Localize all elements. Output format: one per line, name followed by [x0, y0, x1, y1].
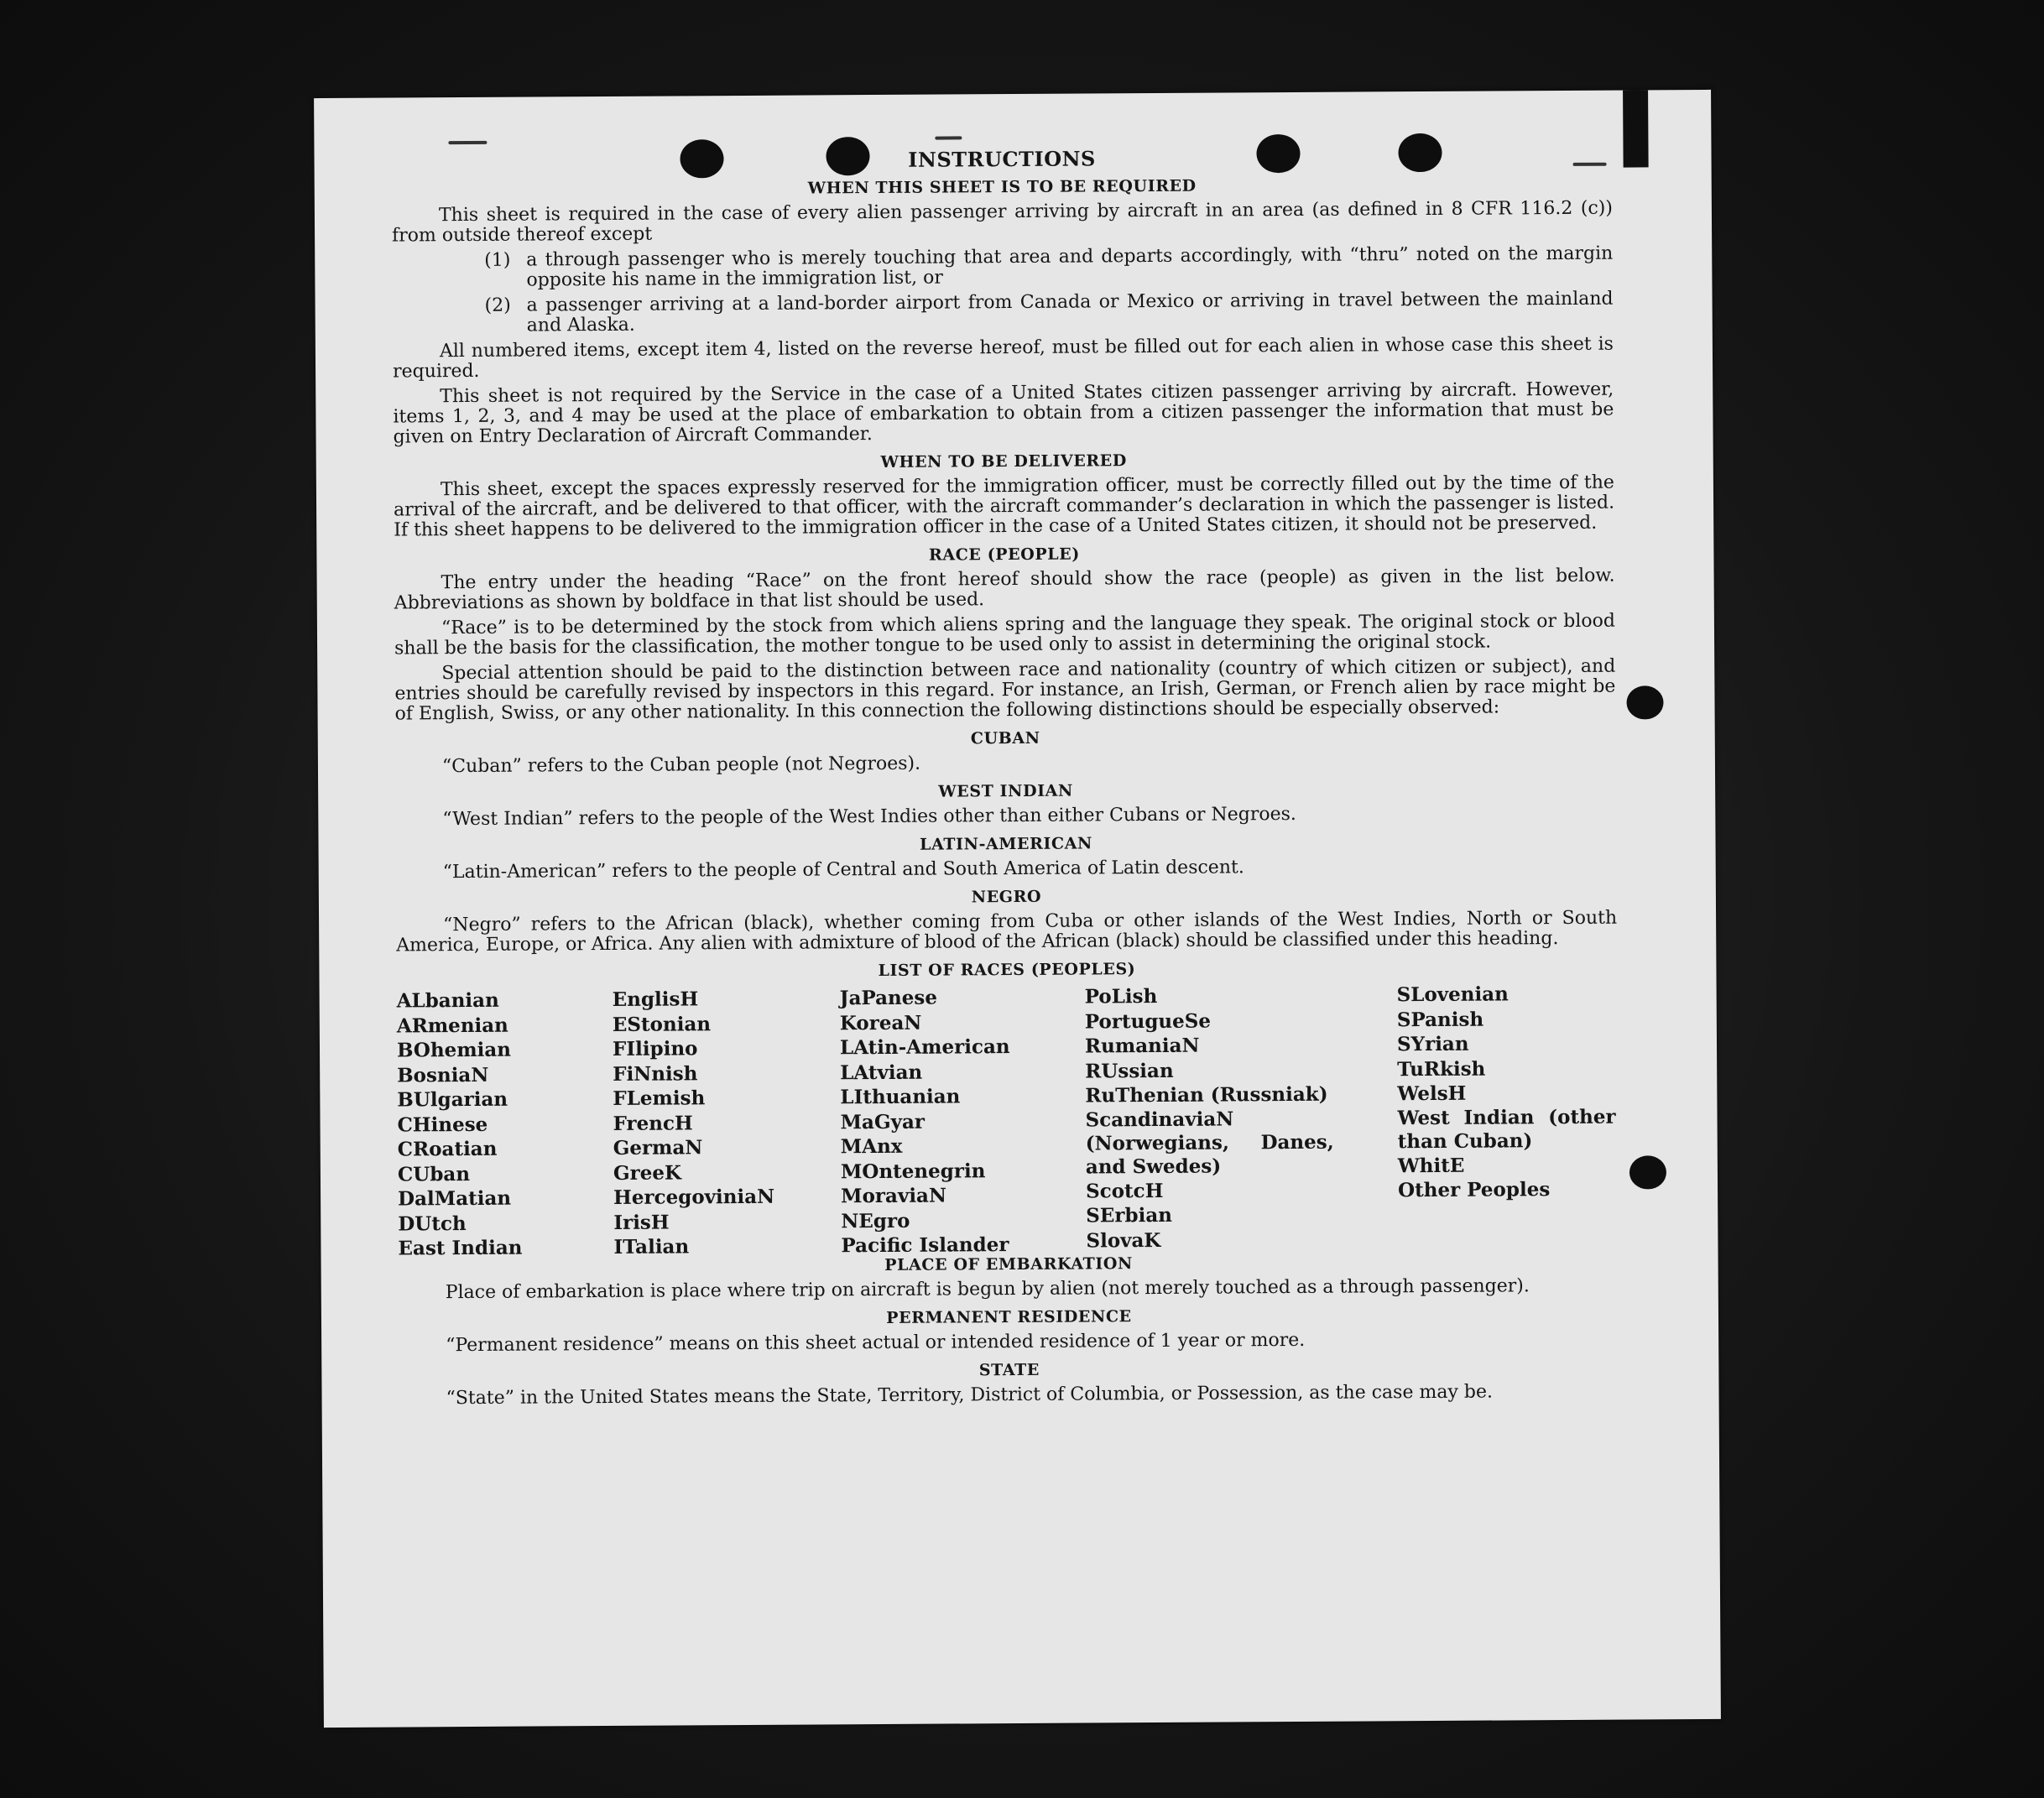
race-entry: WelsH [1397, 1081, 1467, 1106]
races-column [1085, 983, 1335, 1253]
race-entry: RuThenian (Russniak) [1085, 1082, 1328, 1107]
races-list [396, 982, 1619, 1260]
section-heading: CUBAN [970, 728, 1040, 748]
paragraph: “Latin-American” refers to the people of Central and South America of Latin descent. [442, 857, 1244, 883]
race-entry: WhitE [1397, 1154, 1465, 1177]
paragraph: “Permanent residence” means on this sheet actual or intended residence of 1 year or more. [446, 1329, 1306, 1357]
race-entry: West Indian (other than Cuban) [1397, 1105, 1616, 1153]
paragraph: “West Indian” refers to the people of the West Indies other than either Cubans or Negroes. [442, 803, 1296, 831]
paragraph: “Race” is to be determined by the stock from which aliens spring and the language they speak. The original stock or blood shall be the basis for the classification, the mother tongue to be used only to assist in determining the original stock. [394, 610, 1615, 659]
race-entry: ScotcH [1085, 1179, 1164, 1203]
paragraph: “Cuban” refers to the Cuban people (not Negroes). [441, 753, 921, 778]
item-text: a through passenger who is merely touching that area and departs accordingly, with “thru” noted on the margin opposite his name in the immigration list, or [526, 242, 1614, 291]
race-entry: NEgro [841, 1209, 910, 1233]
paragraph: “Negro” refers to the African (black), whether coming from Cuba or other islands of the West Indies, North or South America, Europe, or Africa. Any alien with admixture of blood of the African (black) should be classified under this heading. [396, 907, 1618, 956]
document-sheet [314, 90, 1721, 1728]
list-item [392, 244, 1613, 292]
race-entry: East Indian [398, 1236, 523, 1260]
list-item [393, 289, 1614, 337]
paragraph: This sheet is required in the case of every alien passenger arriving by aircraft in an area (as defined in 8 CFR 116.2 (c)) from outside thereof except [392, 197, 1613, 247]
race-entry: RUssian [1085, 1059, 1174, 1083]
section-heading: WEST INDIAN [938, 781, 1074, 801]
item-number: (1) [484, 249, 511, 271]
race-entry: DalMatian [398, 1186, 512, 1211]
race-entry: CRoatian [397, 1137, 498, 1161]
section-heading: RACE (PEOPLE) [928, 545, 1080, 565]
item-text: a passenger arriving at a land-border airport from Canada or Mexico or arriving in travel between the mainland and Alaska. [526, 288, 1614, 336]
print-speck [448, 141, 487, 144]
race-entry: KoreaN [839, 1011, 922, 1035]
race-entry: PoLish [1084, 984, 1158, 1008]
race-entry: BOhemian [396, 1038, 512, 1062]
race-entry: LAtin-American [839, 1035, 1010, 1060]
race-entry: ARmenian [396, 1014, 508, 1038]
paragraph: Place of embarkation is place where trip on aircraft is begun by alien (not merely touched as a through passenger). [445, 1275, 1530, 1304]
section-heading: PLACE OF EMBARKATION [884, 1254, 1134, 1274]
race-entry: PortugueSe [1084, 1009, 1212, 1034]
races-column [1397, 982, 1617, 1203]
race-entry: Pacific Islander [841, 1233, 1009, 1258]
race-entry: MAnx [840, 1134, 903, 1159]
race-entry: FrencH [613, 1111, 693, 1135]
race-entry: CHinese [397, 1113, 488, 1137]
race-entry: Other Peoples [1397, 1178, 1551, 1202]
paragraph: “State” in the United States means the State, Territory, District of Columbia, or Possession, as the case may be. [446, 1381, 1494, 1410]
section-heading: LATIN-AMERICAN [920, 834, 1093, 854]
race-entry: EStonian [612, 1012, 712, 1036]
race-entry: TuRkish [1397, 1057, 1486, 1081]
instructions-content [391, 146, 1619, 1415]
race-entry: ITalian [613, 1235, 690, 1259]
binder-tab [1623, 90, 1649, 167]
race-entry: SlovaK [1086, 1228, 1161, 1253]
print-speck [935, 136, 962, 139]
race-entry: MoraviaN [841, 1184, 947, 1208]
paragraph: This sheet, except the spaces expressly reserved for the immigration officer, must be correctly filled out by the time of the arrival of the aircraft, and be delivered to that officer, with the aircraft commander’s declaration in which the passenger is listed. If this sheet happens to be delivered to the immigration officer in the case of a United States citizen, it should not be preserved. [394, 472, 1615, 541]
item-number: (2) [484, 294, 511, 316]
page-title: INSTRUCTIONS [908, 146, 1096, 172]
race-entry: BUlgarian [397, 1087, 508, 1112]
races-column [397, 988, 523, 1261]
race-entry: RumaniaN [1084, 1034, 1200, 1058]
section-heading: WHEN THIS SHEET IS TO BE REQUIRED [807, 176, 1197, 198]
race-entry: FiNnish [613, 1061, 698, 1086]
punch-hole [1629, 1155, 1666, 1189]
race-entry: SPanish [1396, 1008, 1484, 1031]
race-entry: MaGyar [840, 1110, 926, 1134]
race-entry: EnglisH [612, 988, 699, 1011]
punch-hole [1626, 685, 1663, 719]
paragraph: This sheet is not required by the Service in the case of a United States citizen passenger arriving by aircraft. However, items 1, 2, 3, and 4 may be used at the place of embarkation to obtain from a citizen passenger the information that must be given on Entry Declaration of Aircraft Commander. [393, 378, 1614, 448]
race-entry: ALbanian [396, 988, 499, 1013]
race-entry: MOntenegrin [840, 1159, 986, 1183]
section-heading: NEGRO [971, 887, 1042, 907]
race-entry: IrisH [613, 1211, 670, 1234]
race-entry: ScandinaviaN (Norwegians, Danes, and Swedes) [1085, 1107, 1334, 1179]
race-entry: GreeK [613, 1160, 682, 1185]
race-entry: FLemish [613, 1087, 706, 1110]
race-entry: HercegoviniaN [613, 1185, 775, 1209]
race-entry: DUtch [398, 1212, 467, 1236]
race-entry: SYrian [1396, 1032, 1469, 1056]
race-entry: CUban [397, 1162, 471, 1186]
races-heading: LIST OF RACES (PEOPLES) [878, 960, 1136, 981]
race-entry: LIthuanian [840, 1085, 961, 1109]
race-entry: JaPanese [839, 986, 938, 1010]
section-heading: PERMANENT RESIDENCE [886, 1307, 1132, 1327]
race-entry: BosniaN [397, 1063, 489, 1087]
race-entry: FIlipino [612, 1037, 698, 1061]
paragraph: The entry under the heading “Race” on the front hereof should show the race (people) as given in the list below. Abbreviations as shown by boldface in that list should be used. [394, 565, 1615, 614]
races-column [613, 987, 775, 1260]
races-column [840, 985, 1012, 1259]
paragraph: Special attention should be paid to the distinction between race and nationality (country of which citizen or subject), and entries should be carefully revised by inspectors in this regard. For instance, an Irish, German, or French alien by race might be of English, Swiss, or any other nationality. In this connection the following distinctions should be especially observed: [394, 655, 1616, 725]
race-entry: GermaN [613, 1136, 703, 1160]
race-entry: LAtvian [840, 1061, 923, 1084]
race-entry: SLovenian [1396, 982, 1509, 1007]
section-heading: WHEN TO BE DELIVERED [880, 451, 1128, 472]
section-heading: STATE [978, 1360, 1040, 1380]
race-entry: SErbian [1086, 1203, 1173, 1227]
paragraph: All numbered items, except item 4, listed on the reverse hereof, must be filled out for each alien in whose case this sheet is required. [393, 333, 1614, 383]
